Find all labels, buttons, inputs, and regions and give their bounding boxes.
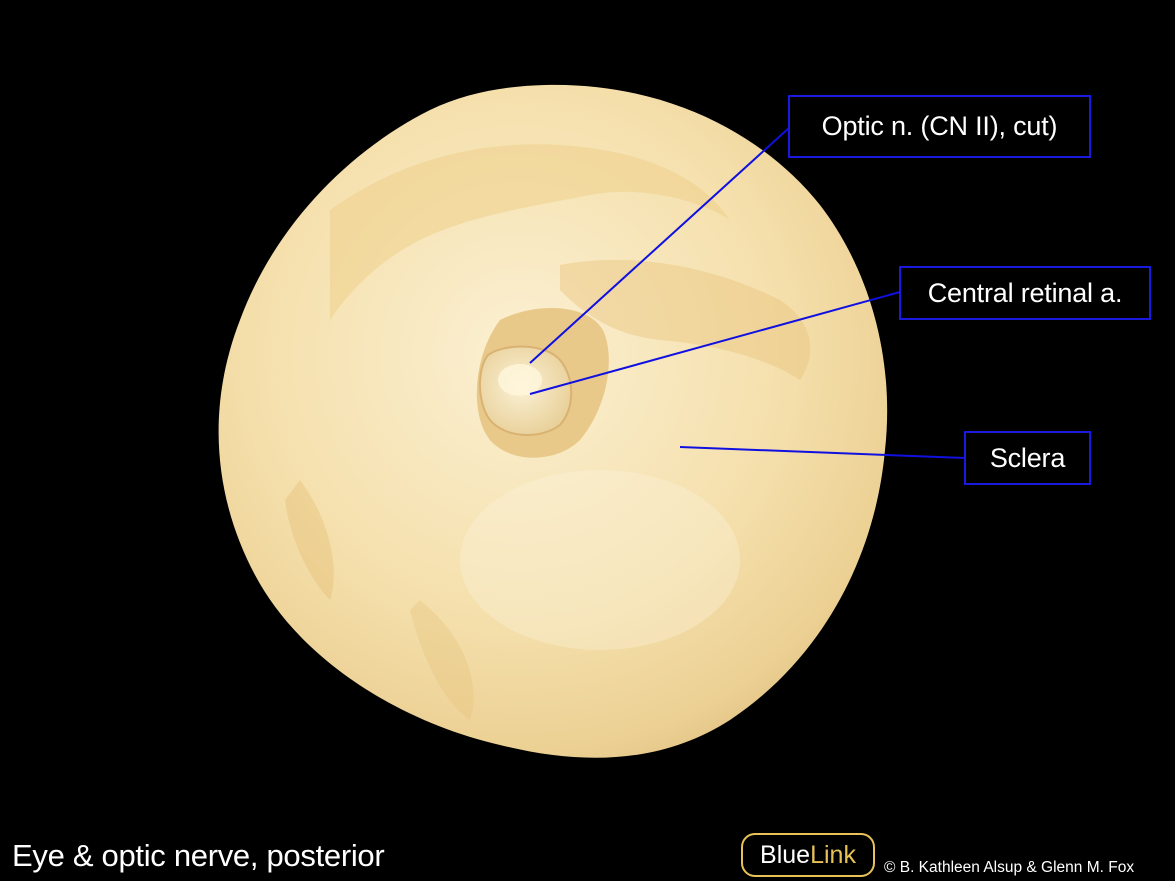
copyright-notice: © B. Kathleen Alsup & Glenn M. Fox bbox=[884, 859, 1135, 876]
logo-text-link: Link bbox=[810, 840, 856, 869]
bluelink-logo bbox=[741, 833, 875, 877]
label-optic-nerve: Optic n. (CN II), cut) bbox=[788, 95, 1091, 158]
figure-caption: Eye & optic nerve, posterior bbox=[12, 838, 385, 873]
logo-text-blue: Blue bbox=[760, 840, 811, 869]
label-sclera: Sclera bbox=[964, 431, 1091, 485]
label-central-retinal-artery: Central retinal a. bbox=[899, 266, 1151, 320]
